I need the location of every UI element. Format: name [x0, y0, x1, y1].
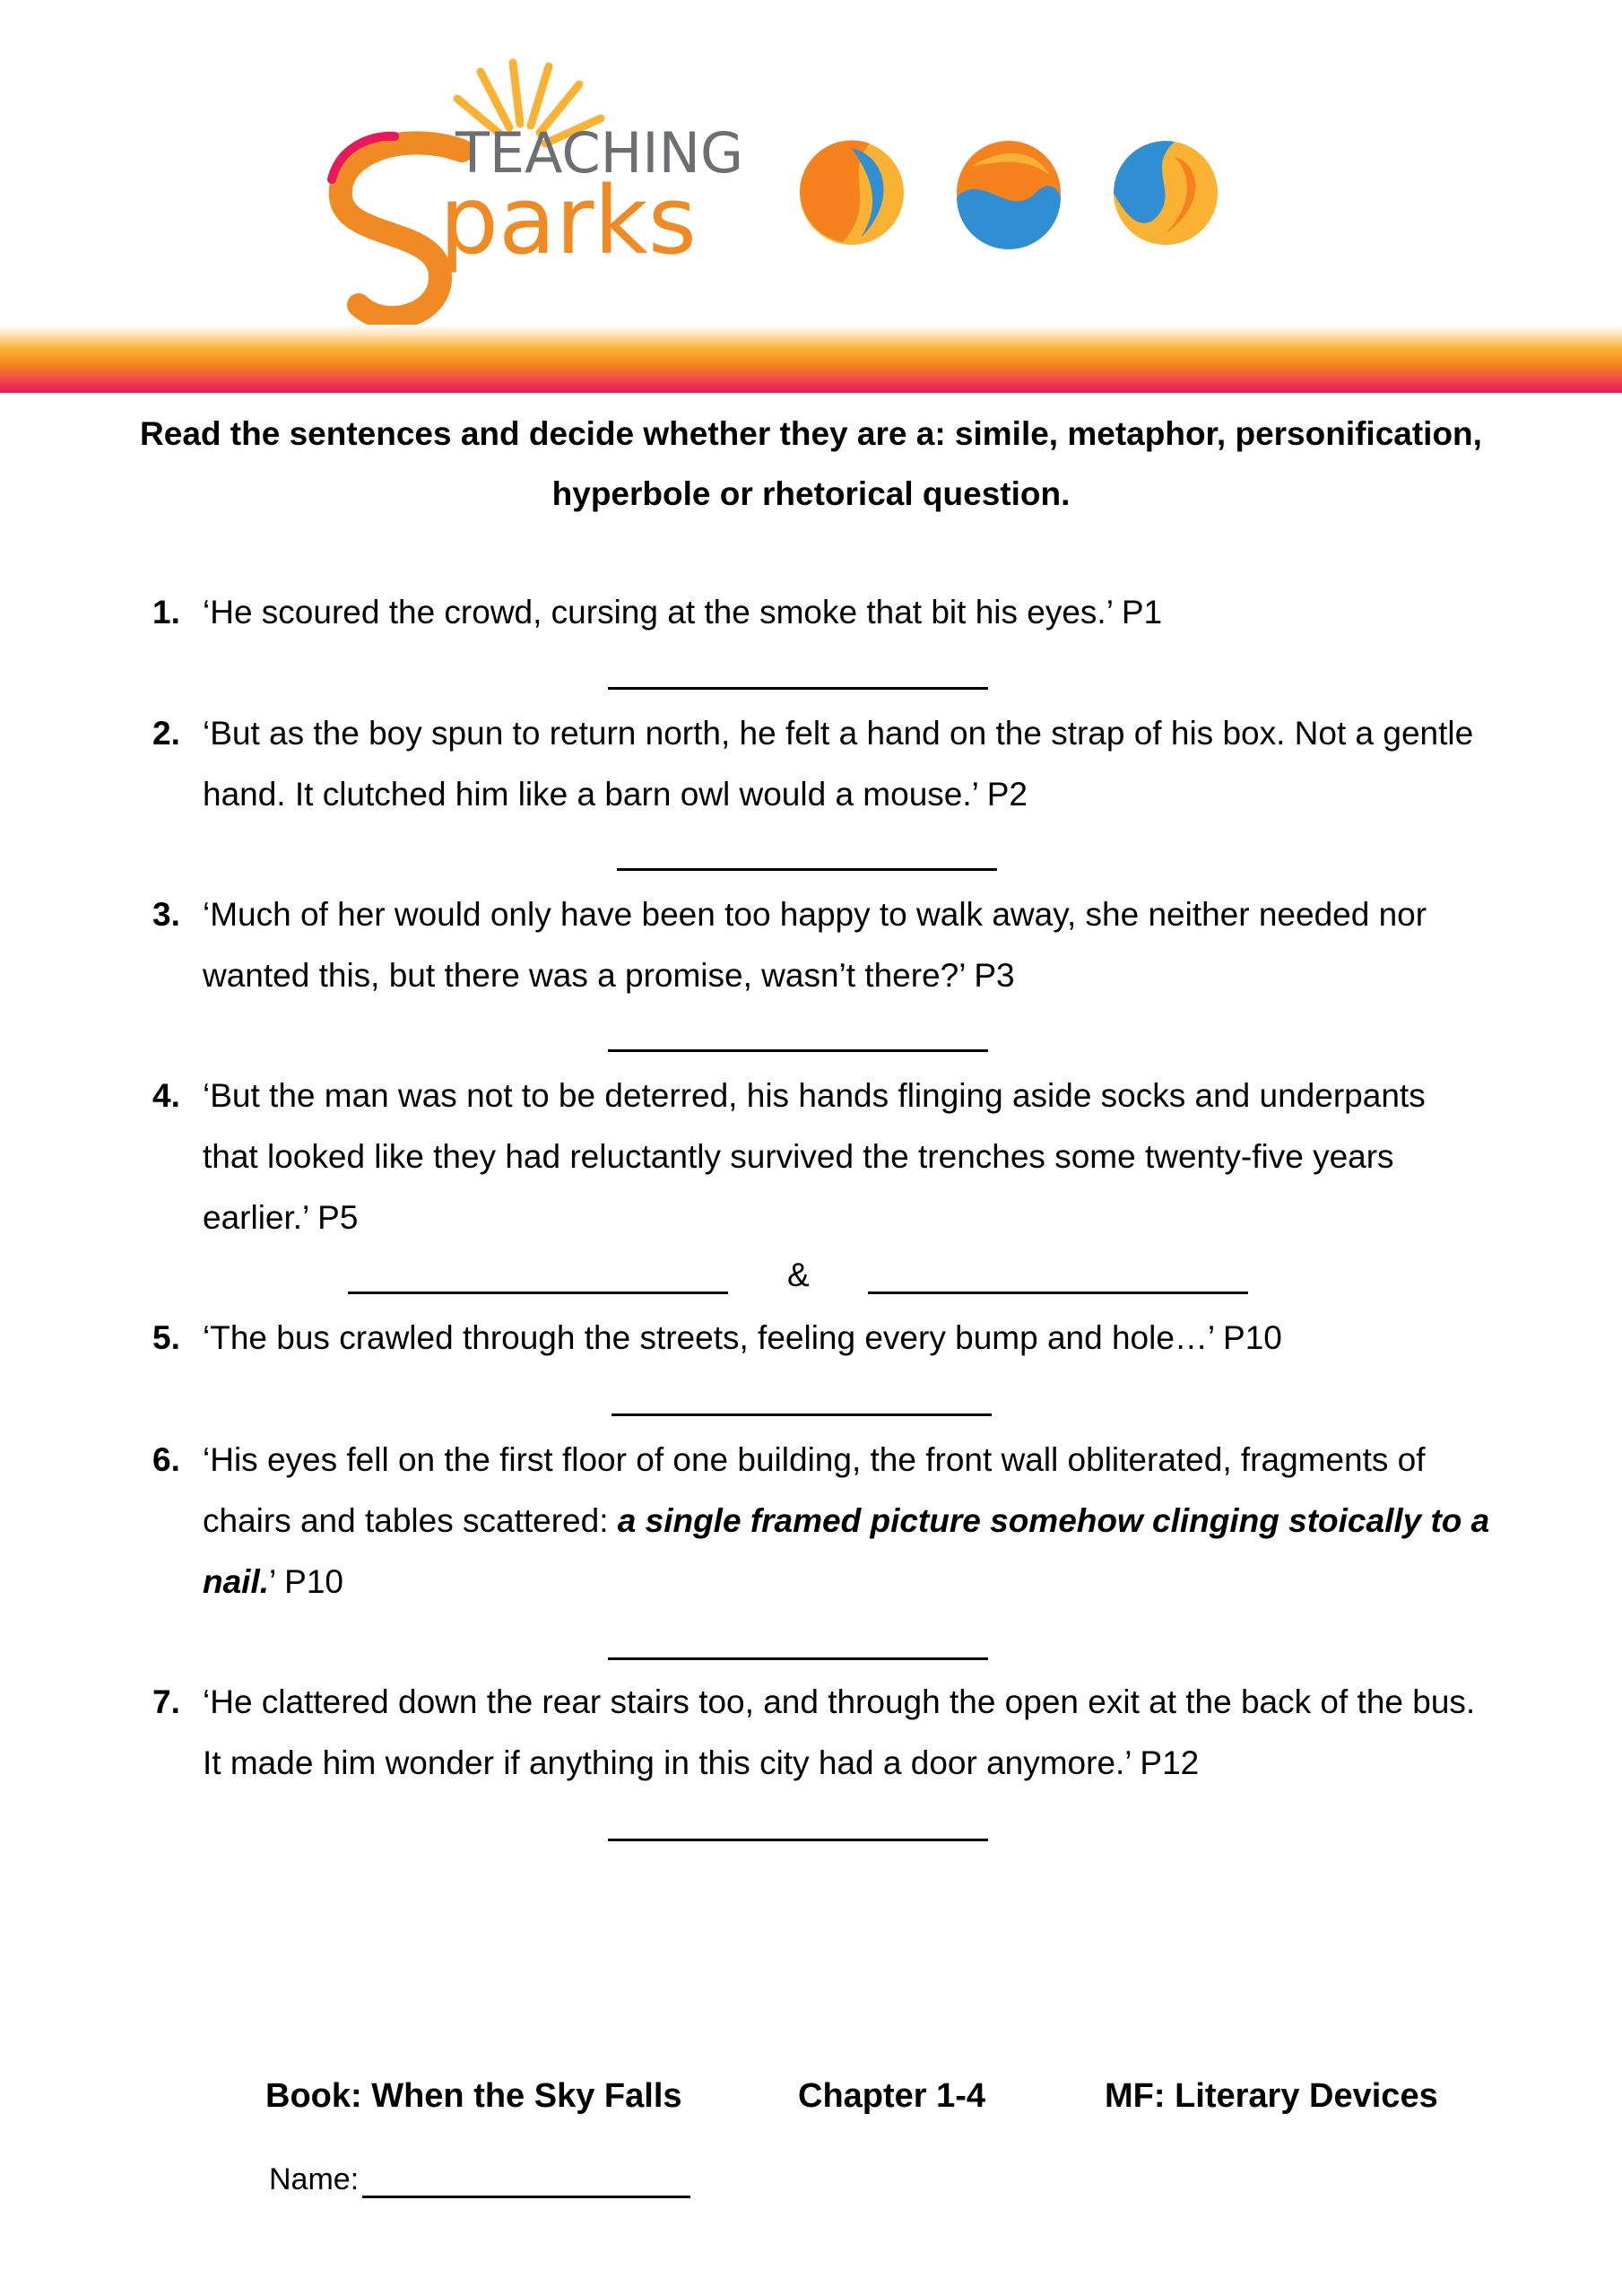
question-text	[203, 1430, 1497, 1613]
answer-line-4b[interactable]	[868, 1292, 1248, 1294]
question-2	[152, 703, 1497, 825]
question-text: ‘But the man was not to be deterred, his hands flinging aside socks and underpants that looked like they had reluctantly survived the trenches some twenty-five years earlier.’ P5	[203, 1077, 1426, 1236]
wave-swirl-icon	[957, 141, 1061, 249]
question-text-emphasis: a single framed picture somehow clinging stoically to a nail.	[203, 1502, 1490, 1600]
question-7	[152, 1672, 1497, 1794]
instructions-text: Read the sentences and decide whether they are a: simile, metaphor, personification, hyperbole or rhetorical question.	[140, 415, 1482, 512]
question-6	[152, 1430, 1497, 1613]
water-fire-swirl-icon	[1114, 141, 1218, 245]
question-1	[152, 582, 1497, 643]
question-number: 5.	[152, 1319, 180, 1356]
answer-line-6[interactable]	[608, 1657, 988, 1660]
name-answer-line[interactable]	[362, 2196, 690, 2198]
question-number: 6.	[152, 1441, 180, 1478]
logo-teaching-text: TEACHING	[455, 120, 743, 186]
question-3	[152, 884, 1497, 1006]
question-text-start: ‘His eyes fell on the first floor of one building, the front wall obliterated, fragments of chairs and tables scattered:	[203, 1441, 1426, 1539]
footer-focus: MF: Literary Devices	[1105, 2077, 1438, 2115]
question-4	[152, 1065, 1497, 1248]
answer-line-1[interactable]	[608, 687, 988, 690]
footer-book: Book: When the Sky Falls	[265, 2077, 682, 2115]
question-text: ‘He clattered down the rear stairs too, and through the open exit at the back of the bus. It made him wonder if anything in this city had a door anymore.’ P12	[203, 1683, 1476, 1781]
question-text-end: ’ P10	[269, 1563, 343, 1600]
question-text: ‘But as the boy spun to return north, he felt a hand on the strap of his box. Not a gentle hand. It clutched him like a barn owl would a mouse.’ P2	[203, 715, 1474, 813]
question-number: 7.	[152, 1683, 180, 1720]
name-label: Name:	[269, 2162, 360, 2196]
answer-line-3[interactable]	[608, 1049, 988, 1052]
question-text: ‘The bus crawled through the streets, feeling every bump and hole…’ P10	[203, 1319, 1282, 1356]
answer-line-4a[interactable]	[348, 1292, 728, 1294]
question-text: ‘He scoured the crowd, cursing at the smoke that bit his eyes.’ P1	[203, 594, 1163, 631]
teaching-sparks-logo	[305, 45, 1246, 332]
header	[0, 0, 1622, 395]
question-number: 4.	[152, 1077, 180, 1114]
answer-line-2[interactable]	[617, 868, 997, 871]
answer-line-7[interactable]	[608, 1839, 988, 1841]
fire-water-swirl-icon	[800, 140, 904, 245]
answer-line-5[interactable]	[612, 1413, 992, 1416]
question-number: 2.	[152, 715, 180, 752]
question-5	[152, 1308, 1497, 1369]
ampersand: &	[787, 1257, 810, 1293]
question-number: 1.	[152, 594, 180, 631]
question-number: 3.	[152, 896, 180, 933]
footer-chapter: Chapter 1-4	[798, 2077, 986, 2115]
question-text: ‘Much of her would only have been too happy to walk away, she neither needed nor wanted this, but there was a promise, wasn’t there?’ P3	[203, 896, 1427, 994]
header-gradient-band	[0, 325, 1622, 393]
logo-sparks-text: parks	[439, 166, 697, 275]
